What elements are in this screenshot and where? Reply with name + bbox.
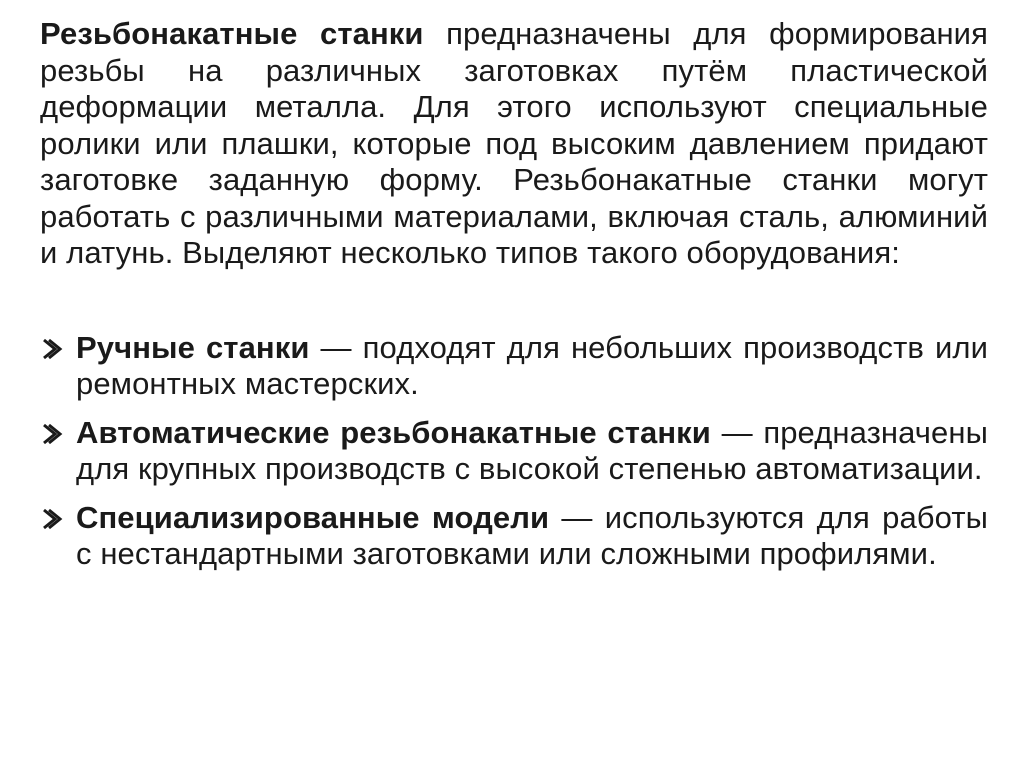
arrow-bullet-icon [40, 422, 64, 446]
bullet-item-specialized [40, 500, 988, 573]
bullet-item-automatic [40, 415, 988, 488]
bullet-bold: Специализированные модели [76, 499, 550, 535]
bullet-list [40, 330, 988, 573]
arrow-bullet-icon [40, 337, 64, 361]
bullet-item-manual [40, 330, 988, 403]
bullet-text: — используются для работы с нестандартными заготовками или сложными профилями. [76, 499, 989, 571]
intro-text: предназначены для формирования резьбы на различных заготовках путём пластической деформации металла. Для этого используют специальные ролики или плашки, которые под высоким давлением придают заготовке заданную форму. Резьбонакатные станки могут работать с различными материалами, включая сталь, алюминий и латунь. Выделяют несколько типов такого оборудования: [40, 16, 988, 270]
bullet-bold: Ручные станки [76, 329, 310, 365]
arrow-bullet-icon [40, 507, 64, 531]
bullet-bold: Автоматические резьбонакатные станки [76, 414, 711, 450]
intro-bold-lead: Резьбонакатные станки [40, 16, 424, 51]
bullet-text: — подходят для небольших производств или ремонтных мастерских. [76, 329, 988, 401]
bullet-text: — предназначены для крупных производств с высокой степенью автоматизации. [76, 414, 988, 486]
intro-paragraph [40, 16, 988, 272]
